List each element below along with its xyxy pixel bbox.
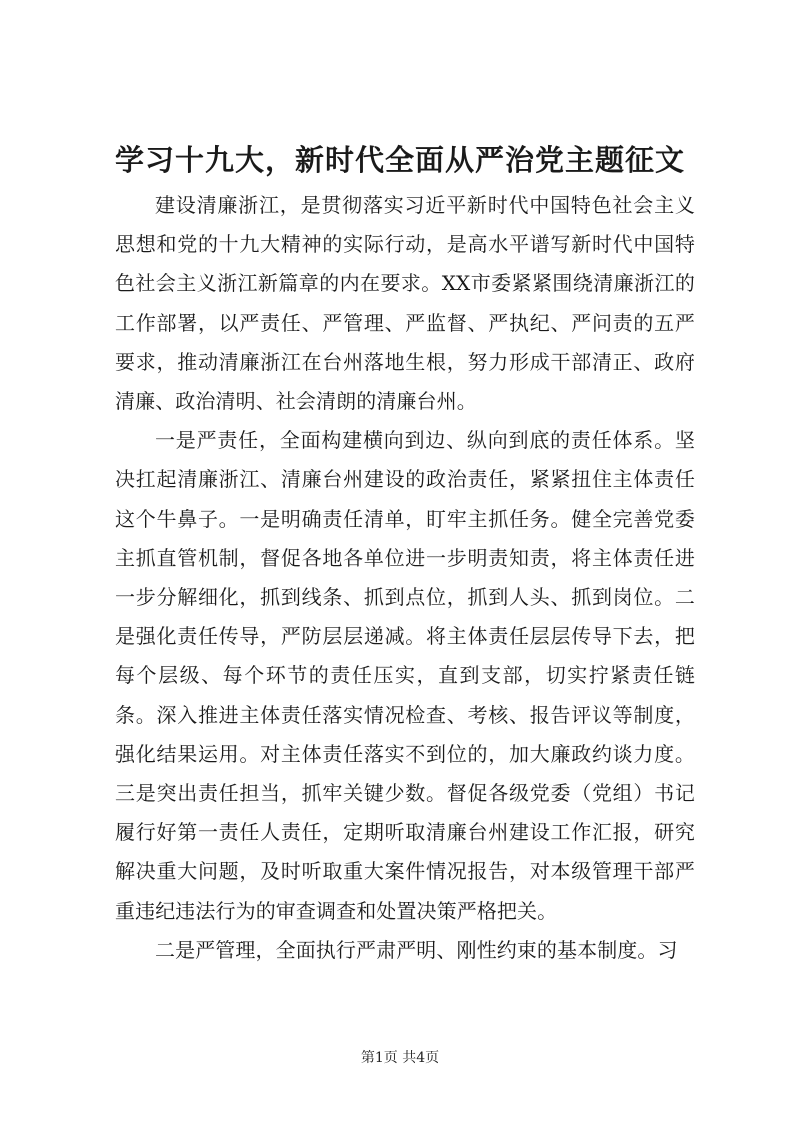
paragraph-intro: 建设清廉浙江，是贯彻落实习近平新时代中国特色社会主义思想和党的十九大精神的实际行动，是高水平谱写新时代中国特色社会主义浙江新篇章的内在要求。XX市委紧紧围绕清廉浙江的工作部署，以严责任、严管理、严监督、严执纪、严问责的五严要求，推动清廉浙江在台州落地生根，努力形成干部清正、政府清廉、政治清明、社会清朗的清廉台州。 — [115, 193, 695, 414]
paragraph-management: 二是严管理，全面执行严肃严明、刚性约束的基本制度。习 — [155, 937, 678, 962]
document-title: 学习十九大，新时代全面从严治党主题征文 — [114, 143, 685, 177]
paragraph-responsibility: 一是严责任，全面构建横向到边、纵向到底的责任体系。坚决扛起清廉浙江、清廉台州建设的政治责任，紧紧扭住主体责任这个牛鼻子。一是明确责任清单，盯牢主抓任务。健全完善党委主抓直管机制，督促各地各单位进一步明责知责，将主体责任进一步分解细化，抓到线条、抓到点位，抓到人头、抓到岗位。二是强化责任传导，严防层层递减。将主体责任层层传导下去，把每个层级、每个环节的责任压实，直到支部，切实拧紧责任链条。深入推进主体责任落实情况检查、考核、报告评议等制度，强化结果运用。对主体责任落实不到位的，加大廉政约谈力度。三是突出责任担当，抓牢关键少数。督促各级党委（党组）书记履行好第一责任人责任，定期听取清廉台州建设工作汇报，研究解决重大问题，及时听取重大案件情况报告，对本级管理干部严重违纪违法行为的审查调查和处置决策严格把关。 — [115, 428, 695, 923]
document-body — [115, 186, 695, 970]
page-number-footer: 第1页 共4页 — [360, 1050, 440, 1066]
